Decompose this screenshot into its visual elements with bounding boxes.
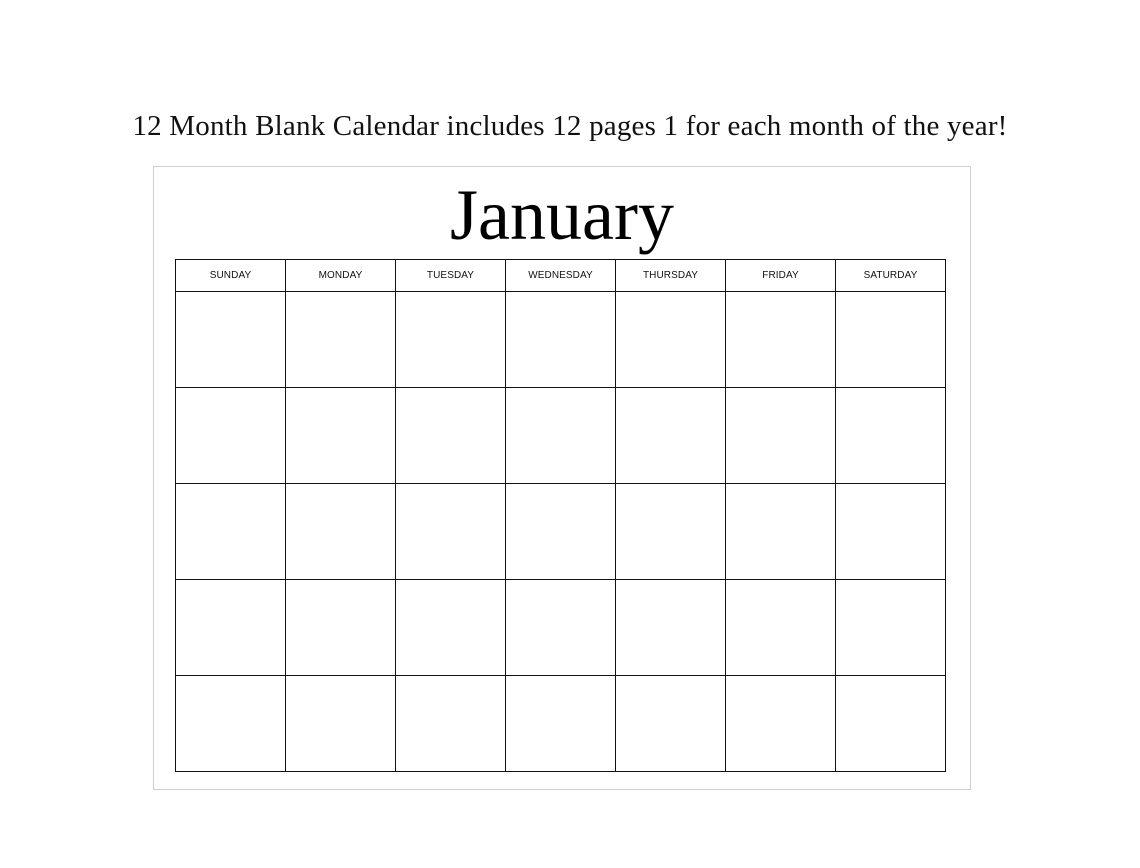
day-cell — [616, 292, 726, 388]
day-cell — [176, 292, 286, 388]
day-cell — [616, 580, 726, 676]
day-cell — [616, 676, 726, 772]
day-cell — [506, 580, 616, 676]
day-cell — [396, 484, 506, 580]
day-cell — [286, 484, 396, 580]
day-cell — [176, 580, 286, 676]
day-cell — [726, 388, 836, 484]
day-cell — [836, 292, 946, 388]
day-cell — [616, 388, 726, 484]
calendar-grid — [175, 259, 946, 772]
day-cell — [726, 676, 836, 772]
weekday-header-wednesday: WEDNESDAY — [506, 260, 616, 292]
day-cell — [396, 676, 506, 772]
weekday-header-saturday: SATURDAY — [836, 260, 946, 292]
page-headline: 12 Month Blank Calendar includes 12 pages 1 for each month of the year! — [132, 110, 1008, 142]
day-cell — [396, 580, 506, 676]
day-cell — [286, 580, 396, 676]
day-cell — [396, 388, 506, 484]
day-cell — [726, 484, 836, 580]
weekday-header-friday: FRIDAY — [726, 260, 836, 292]
weekday-header-tuesday: TUESDAY — [396, 260, 506, 292]
day-cell — [506, 484, 616, 580]
day-cell — [836, 388, 946, 484]
weekday-header-monday: MONDAY — [286, 260, 396, 292]
day-cell — [726, 580, 836, 676]
day-cell — [176, 388, 286, 484]
day-cell — [506, 676, 616, 772]
day-cell — [506, 292, 616, 388]
day-cell — [836, 484, 946, 580]
day-cell — [396, 292, 506, 388]
day-cell — [726, 292, 836, 388]
calendar-page — [153, 166, 971, 790]
weekday-header-sunday: SUNDAY — [176, 260, 286, 292]
day-cell — [506, 388, 616, 484]
day-cell — [286, 676, 396, 772]
day-cell — [836, 580, 946, 676]
day-cell — [176, 676, 286, 772]
month-title: January — [450, 175, 674, 255]
day-cell — [286, 292, 396, 388]
day-cell — [286, 388, 396, 484]
day-cell — [836, 676, 946, 772]
weekday-header-thursday: THURSDAY — [616, 260, 726, 292]
day-cell — [616, 484, 726, 580]
day-cell — [176, 484, 286, 580]
